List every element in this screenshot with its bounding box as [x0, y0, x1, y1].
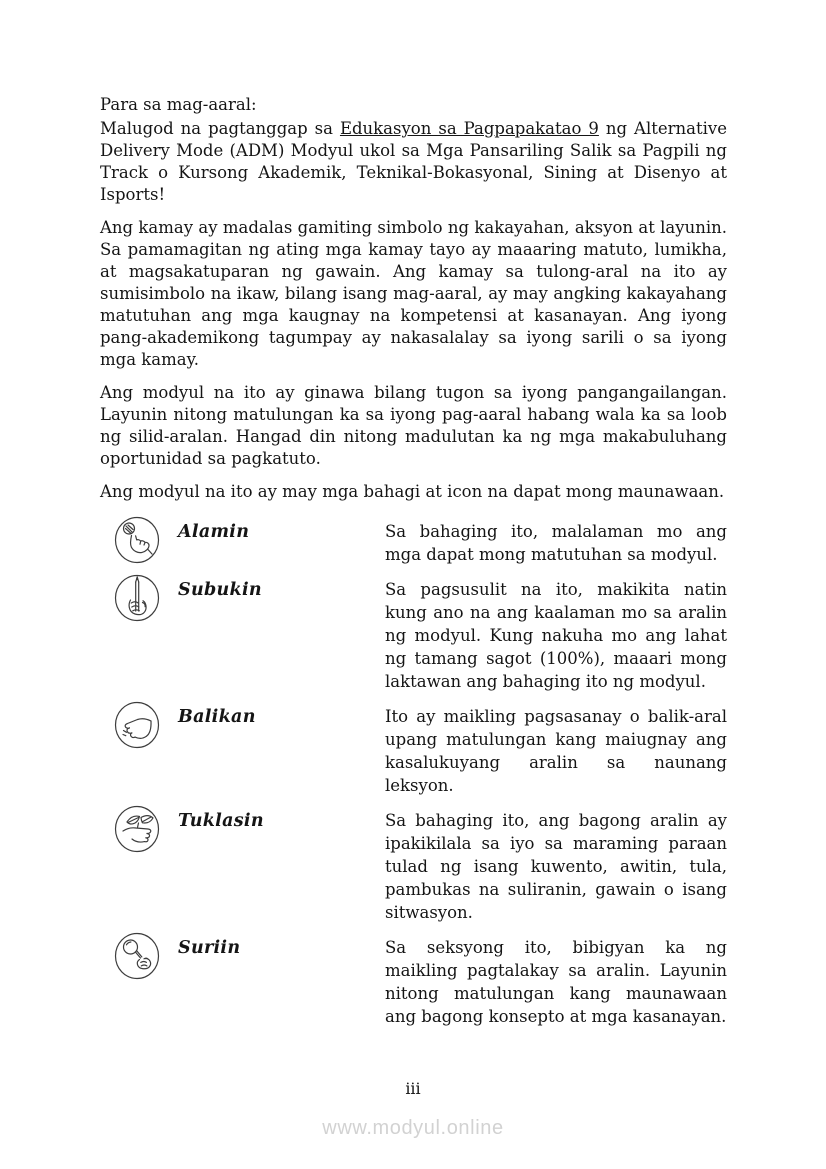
watermark: www.modyul.online [322, 1117, 504, 1139]
icon-guide-row-subukin [100, 578, 727, 693]
hand-holding-magnifier-icon [113, 931, 161, 981]
welcome-text-before: Malugod na pagtanggap sa [100, 119, 340, 138]
page-heading: Para sa mag-aaral: [100, 95, 257, 114]
module-purpose-paragraph: Ang modyul na ito ay ginawa bilang tugon sa iyong pangangailangan. Layunin nitong matulungan ka sa iyong pag-aaral habang wala ka sa loob ng silid-aralan. Hangad din nitong madulutan ka ng mga makabuluhang oportunidad sa pagkatuto. [100, 383, 727, 468]
icon-label-suriin: Suriin [178, 938, 241, 958]
icon-guide-table [100, 520, 727, 1028]
icon-description-suriin: Sa seksyong ito, bibigyan ka ng maikling pagtalakay sa aralin. Layunin nitong matulungan kang maunawaan ang bagong konsepto at mga kasanayan. [385, 938, 727, 1026]
icon-guide-row-alamin [100, 520, 727, 566]
icon-label-balikan: Balikan [178, 707, 256, 727]
page-number: iii [405, 1079, 421, 1098]
icon-description-subukin: Sa pagsusulit na ito, makikita natin kung ano na ang kaalaman mo sa aralin ng modyul. Kung nakuha mo ang lahat ng tamang sagot (100%), maaari mong laktawan ang bahaging ito ng modyul. [385, 580, 727, 691]
module-title-underlined: Edukasyon sa Pagpapakatao 9 [339, 119, 599, 138]
icon-label-tuklasin: Tuklasin [178, 811, 264, 831]
icons-intro-paragraph: Ang modyul na ito ay may mga bahagi at icon na dapat mong maunawaan. [100, 482, 725, 501]
welcome-text-after: ng Alternative Delivery Mode (ADM) Modyul ukol sa Mga Pansariling Salik sa Pagpili ng Track o Kursong Akademik, Teknikal-Bokasyonal, Sining at Disenyo at Isports! [100, 119, 727, 204]
hand-holding-leaves-icon [113, 804, 161, 854]
icon-guide-row-tuklasin [100, 809, 727, 924]
icon-label-subukin: Subukin [178, 580, 262, 600]
hand-symbol-paragraph: Ang kamay ay madalas gamiting simbolo ng kakayahan, aksyon at layunin. Sa pamamagitan ng ating mga kamay tayo ay maaaring matuto, lumikha, at magsakatuparan ng gawain. Ang kamay sa tulong-aral na ito ay sumisimbolo na ikaw, bilang isang mag-aaral, ay may angking kakayahang matutuhan ang mga kaugnay na kompetensi at kasanayan. Ang iyong pang-akademikong tagumpay ay nakasalalay sa iyong sarili o sa iyong mga kamay. [100, 218, 727, 369]
icon-guide-row-balikan [100, 705, 727, 797]
icon-description-alamin: Sa bahaging ito, malalaman mo ang mga dapat mong matutuhan sa modyul. [385, 522, 727, 564]
hand-pressing-button-icon [113, 515, 161, 565]
hand-holding-pencil-icon [113, 573, 161, 623]
icon-description-tuklasin: Sa bahaging ito, ang bagong aralin ay ipakikilala sa iyo sa maraming paraan tulad ng isang kuwento, awitin, tula, pambukas na suliranin, gawain o isang sitwasyon. [385, 811, 727, 922]
page-content [100, 94, 727, 1040]
icon-label-alamin: Alamin [178, 522, 250, 542]
icon-guide-row-suriin [100, 936, 727, 1028]
hand-writing-icon [113, 700, 161, 750]
icon-description-balikan: Ito ay maikling pagsasanay o balik-aral upang matulungan kang maiugnay ang kasalukuyang aralin sa naunang leksyon. [385, 707, 727, 795]
welcome-paragraph [100, 118, 727, 206]
